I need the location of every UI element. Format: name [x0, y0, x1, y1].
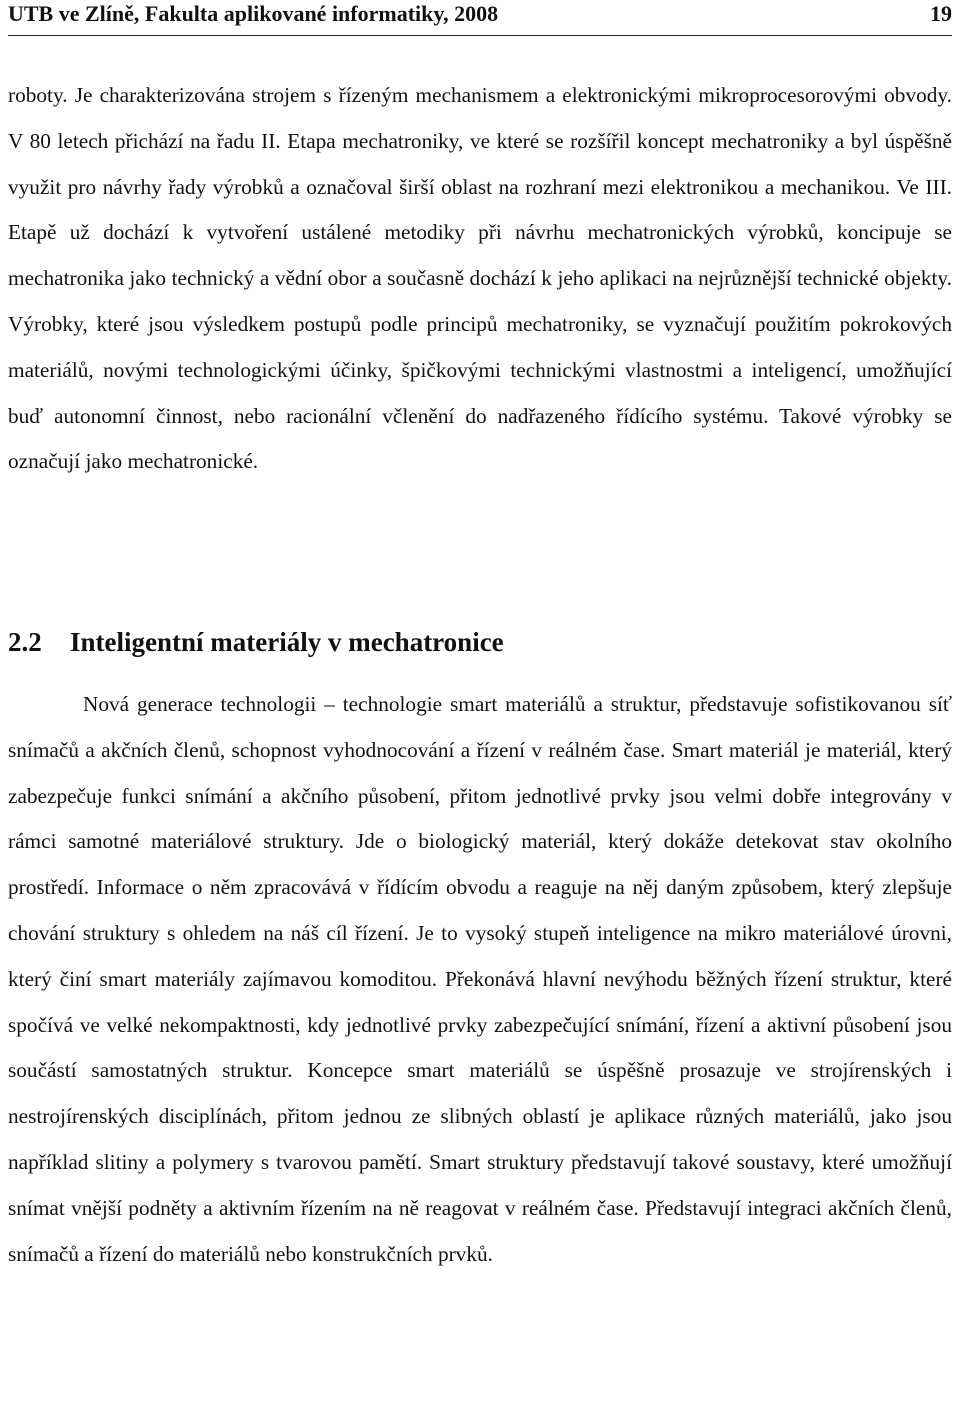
- section-title: Inteligentní materiály v mechatronice: [70, 627, 504, 657]
- section-heading: [8, 620, 504, 664]
- header-title: UTB ve Zlíně, Fakulta aplikované informatiky, 2008: [8, 1, 499, 26]
- page-number: 19: [930, 1, 952, 26]
- section-number: 2.2: [8, 627, 42, 657]
- body-paragraph-1: roboty. Je charakterizována strojem s řízeným mechanismem a elektronickými mikroprocesorovými obvody. V 80 letech přichází na řadu II. Etapa mechatroniky, ve které se rozšířil koncept mechatroniky a byl úspěšně využit pro návrhy řady výrobků a označoval širší oblast na rozhraní mezi elektronikou a mechanikou. Ve III. Etapě už dochází k vytvoření ustálené metodiky při návrhu mechatronických výrobků, koncipuje se mechatronika jako technický a vědní obor a současně dochází k jeho aplikaci na nejrůznější technické objekty. Výrobky, které jsou výsledkem postupů podle principů mechatroniky, se vyznačují použitím pokrokových materiálů, novými technologickými účinky, špičkovými technickými vlastnostmi a inteligencí, umožňující buď autonomní činnost, nebo racionální včlenění do nadřazeného řídícího systému. Takové výrobky se označují jako mechatronické.: [8, 83, 952, 474]
- page-header: [8, 0, 952, 28]
- body-paragraph-2: Nová generace technologii – technologie smart materiálů a struktur, představuje sofistikovanou síť snímačů a akčních členů, schopnost vyhodnocování a řízení v reálném čase. Smart materiál je materiál, který zabezpečuje funkci snímání a akčního působení, přitom jednotlivé prvky jsou velmi dobře integrovány v rámci samotné materiálové struktury. Jde o biologický materiál, který dokáže detekovat stav okolního prostředí. Informace o něm zpracovává v řídícím obvodu a reaguje na něj daným způsobem, který zlepšuje chování struktury s ohledem na náš cíl řízení. Je to vysoký stupeň inteligence na mikro materiálové úrovni, který činí smart materiály zajímavou komoditou. Překonává hlavní nevýhodu běžných řízení struktur, které spočívá ve velké nekompaktnosti, kdy jednotlivé prvky zabezpečující snímání, řízení a aktivní působení jsou součástí samostatných struktur. Koncepce smart materiálů se úspěšně prosazuje ve strojírenských i nestrojírenských disciplínách, přitom jednou ze slibných oblastí je aplikace různých materiálů, jako jsou například slitiny a polymery s tvarovou pamětí. Smart struktury představují takové soustavy, které umožňují snímat vnější podněty a aktivním řízením na ně reagovat v reálném čase. Představují integraci akčních členů, snímačů a řízení do materiálů nebo konstrukčních prvků.: [8, 692, 952, 1266]
- header-divider: [8, 35, 952, 36]
